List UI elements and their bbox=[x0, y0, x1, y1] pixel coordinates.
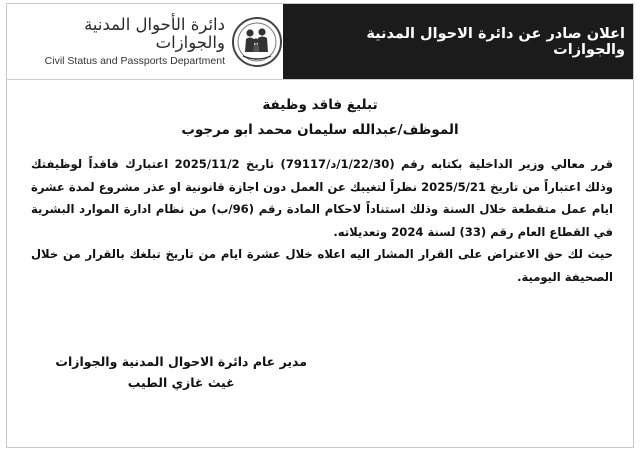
announcement-banner bbox=[283, 4, 633, 79]
newspaper-notice bbox=[6, 3, 634, 448]
decision-paragraph: قرر معالي وزير الداخلية بكتابه رقم (1/22/30/د/79117) تاريخ 2025/11/2 اعتبارك فاقداً لوظيفتك وذلك اعتباراً من تاريخ 2025/5/21 نظراً لتغيبك عن العمل دون اجازة قانونية او عذر مشروع لمدة عشرة ايام عمل متقطعة خلال السنة وذلك استناداً لاحكام المادة رقم (96/ب) من نظام ادارة الموارد البشرية في القطاع العام رقم (33) لسنة 2024 وتعديلاته. bbox=[31, 157, 613, 239]
signature-role: مدير عام دائرة الاحوال المدنية والجوازات bbox=[55, 354, 307, 369]
employee-name: الموظف/عبدالله سليمان محمد ابو مرجوب bbox=[181, 122, 459, 138]
announcement-title: اعلان صادر عن دائرة الاحوال المدنية والجوازات bbox=[366, 25, 625, 58]
department-name-en: Civil Status and Passports Department bbox=[44, 54, 225, 67]
notice-header bbox=[7, 4, 633, 80]
department-name bbox=[11, 16, 225, 68]
objection-paragraph: حيث لك حق الاعتراض على القرار المشار اليه اعلاه خلال عشرة ايام من تاريخ تبلغك بالقرار من خلال الصحيفة اليومية. bbox=[31, 247, 613, 284]
family-emblem-icon bbox=[231, 16, 283, 68]
notice-body bbox=[31, 153, 613, 288]
notice-content bbox=[7, 97, 633, 138]
department-brand bbox=[7, 4, 283, 79]
notice-title: تبليغ فاقد وظيفة bbox=[262, 97, 378, 113]
signature-name: غيث غازي الطيب bbox=[127, 375, 235, 390]
signature-block bbox=[55, 351, 307, 393]
department-name-ar: دائرة الأحوال المدنية والجوازات bbox=[84, 14, 225, 52]
